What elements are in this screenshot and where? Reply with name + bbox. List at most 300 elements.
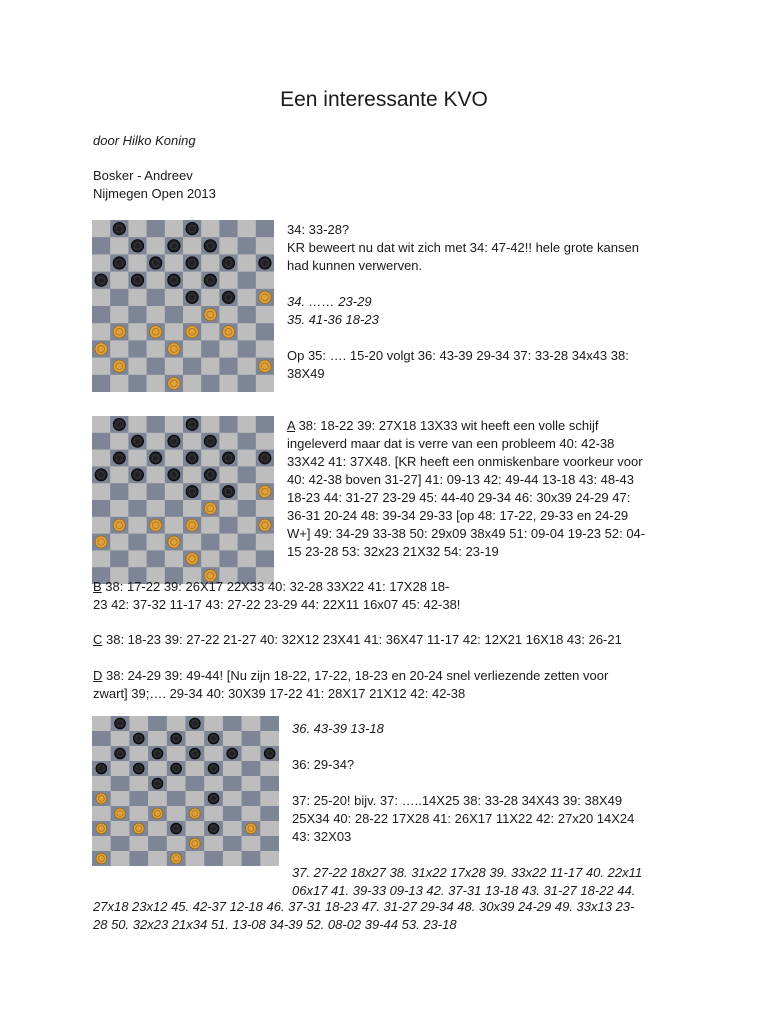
board-square — [111, 761, 130, 776]
board-square — [128, 483, 147, 500]
black-piece — [171, 733, 182, 744]
board-square — [167, 836, 186, 851]
black-piece — [222, 486, 234, 498]
board-square — [110, 340, 129, 358]
analysis-line: 35. 41-36 18-23 — [287, 312, 379, 327]
board-square — [92, 433, 111, 450]
black-piece — [113, 222, 125, 234]
board-square — [147, 500, 166, 517]
board-square — [92, 483, 111, 500]
white-piece — [95, 536, 107, 548]
analysis-line: 40: 42-38 boven 31-27] 41: 09-13 42: 49-44 13-18 43: 48-43 — [287, 472, 634, 487]
board-square — [238, 517, 257, 534]
board-square — [242, 836, 261, 851]
black-piece — [171, 823, 182, 834]
board-square — [128, 500, 147, 517]
board-square — [92, 375, 111, 392]
board-square — [110, 433, 129, 450]
board-square — [256, 375, 274, 392]
white-piece — [168, 377, 180, 389]
question-line: 36: 29-34? — [292, 757, 355, 772]
black-piece — [131, 274, 143, 286]
analysis-line: 43: 32X03 — [292, 829, 352, 844]
board-square — [260, 791, 279, 806]
board-square — [183, 466, 202, 483]
board-square — [201, 340, 220, 358]
board-square — [147, 220, 166, 238]
analysis-line — [287, 329, 639, 347]
board-square — [110, 237, 129, 255]
white-piece — [133, 823, 144, 834]
move-36-line: 36. 43-39 13-18 — [292, 721, 384, 736]
variation-b — [93, 578, 460, 614]
board-square — [147, 340, 166, 358]
board-square — [110, 306, 129, 324]
board-square — [128, 375, 147, 392]
board-square — [204, 806, 223, 821]
board-square — [92, 806, 111, 821]
board-square — [238, 358, 257, 376]
board-square — [92, 731, 111, 746]
board-square — [147, 375, 166, 392]
board-square — [256, 550, 274, 567]
analysis-line: 06x17 41. 39-33 09-13 42. 37-31 13-18 43. 31-27 18-22 44. — [292, 883, 636, 898]
board-square — [92, 500, 111, 517]
black-piece — [208, 823, 219, 834]
board-square — [165, 483, 184, 500]
board-square — [147, 483, 166, 500]
analysis-line — [287, 275, 639, 293]
black-piece — [133, 733, 144, 744]
board-square — [128, 289, 147, 307]
board-square — [147, 358, 166, 376]
board-square — [223, 791, 242, 806]
variation-d-text: 38: 24-29 39: 49-44! [Nu zijn 18-22, 17-22, 18-23 en 20-24 snel verliezende zetten voor — [102, 668, 609, 683]
board-square — [111, 851, 130, 866]
white-piece — [186, 326, 198, 338]
white-piece — [204, 308, 216, 320]
black-piece — [168, 274, 180, 286]
board-square — [148, 791, 167, 806]
white-piece — [96, 793, 107, 804]
board-square — [223, 851, 242, 866]
analysis-block-2 — [287, 417, 645, 561]
black-piece — [222, 257, 234, 269]
board-square — [165, 416, 184, 433]
black-piece — [204, 469, 216, 481]
board-square — [256, 323, 274, 341]
board-square — [223, 716, 242, 731]
board-square — [204, 836, 223, 851]
variation-c — [93, 631, 622, 649]
black-piece — [113, 257, 125, 269]
board-square — [256, 340, 274, 358]
board-square — [201, 254, 220, 272]
board-square — [260, 851, 279, 866]
board-square — [219, 306, 238, 324]
board-square — [186, 761, 205, 776]
board-square — [186, 731, 205, 746]
board-square — [219, 416, 238, 433]
board-square — [223, 761, 242, 776]
board-square — [183, 237, 202, 255]
analysis-line: 25X34 40: 28-22 17X28 41: 26X17 11X22 42: 27x20 14X24 — [292, 811, 635, 826]
black-piece — [150, 452, 162, 464]
board-square — [129, 716, 148, 731]
board-square — [110, 289, 129, 307]
black-piece — [95, 274, 107, 286]
white-piece — [259, 486, 271, 498]
board-square — [256, 433, 274, 450]
analysis-block-4-wide — [93, 898, 634, 934]
analysis-line: KR beweert nu dat wit zich met 34: 47-42!! hele grote kansen — [287, 240, 639, 255]
board-square — [147, 433, 166, 450]
board-square — [242, 761, 261, 776]
analysis-line: 27x18 23x12 45. 42-37 12-18 46. 37-31 18-23 47. 31-27 29-34 48. 30x39 24-29 49. 33x13 23- — [93, 899, 635, 914]
board-square — [238, 483, 257, 500]
black-piece — [222, 452, 234, 464]
board-square — [201, 416, 220, 433]
board-square — [128, 534, 147, 551]
black-piece — [264, 748, 275, 759]
board-square — [186, 776, 205, 791]
white-piece — [113, 360, 125, 372]
board-square — [147, 416, 166, 433]
board-square — [238, 323, 257, 341]
board-square — [165, 358, 184, 376]
black-piece — [208, 793, 219, 804]
board-square — [165, 254, 184, 272]
players-line: Bosker - Andreev — [93, 168, 193, 183]
board-square — [219, 517, 238, 534]
black-piece — [204, 274, 216, 286]
board-square — [242, 746, 261, 761]
black-piece — [208, 733, 219, 744]
board-square — [167, 791, 186, 806]
black-piece — [189, 718, 200, 729]
black-piece — [186, 452, 198, 464]
board-square — [128, 416, 147, 433]
board-square — [128, 358, 147, 376]
board-square — [92, 776, 111, 791]
board-square — [219, 466, 238, 483]
board-square — [129, 746, 148, 761]
board-square — [201, 323, 220, 341]
white-piece — [171, 853, 182, 864]
board-square — [183, 306, 202, 324]
board-square — [165, 220, 184, 238]
black-piece — [186, 257, 198, 269]
board-square — [201, 517, 220, 534]
event-line: Nijmegen Open 2013 — [93, 186, 216, 201]
board-square — [219, 358, 238, 376]
black-piece — [168, 435, 180, 447]
analysis-line: 33X42 41: 37X48. [KR heeft een onmiskenbare voorkeur voor — [287, 454, 643, 469]
board-square — [129, 791, 148, 806]
draughts-diagram-3 — [92, 716, 279, 866]
white-piece — [113, 326, 125, 338]
white-piece — [152, 808, 163, 819]
board-square — [129, 806, 148, 821]
black-piece — [204, 435, 216, 447]
board-square — [186, 821, 205, 836]
board-square — [219, 272, 238, 290]
board-square — [204, 776, 223, 791]
board-square — [238, 272, 257, 290]
board-square — [238, 534, 257, 551]
white-piece — [186, 519, 198, 531]
draughts-diagram-2 — [92, 416, 274, 584]
black-piece — [186, 222, 198, 234]
board-square — [111, 776, 130, 791]
board-square — [238, 340, 257, 358]
analysis-line: Op 35: …. 15-20 volgt 36: 43-39 29-34 37: 33-28 34x43 38: — [287, 348, 629, 363]
white-piece — [259, 519, 271, 531]
white-piece — [168, 536, 180, 548]
board-square — [204, 746, 223, 761]
author-line: door Hilko Koning — [93, 133, 196, 148]
board-square — [110, 483, 129, 500]
board-square — [92, 450, 111, 467]
board-square — [92, 416, 111, 433]
black-piece — [95, 469, 107, 481]
black-piece — [131, 469, 143, 481]
board-square — [129, 836, 148, 851]
board-square — [92, 306, 111, 324]
board-square — [201, 289, 220, 307]
board-square — [110, 550, 129, 567]
board-square — [128, 550, 147, 567]
black-piece — [115, 748, 126, 759]
board-square — [148, 716, 167, 731]
board-square — [92, 716, 111, 731]
white-piece — [259, 291, 271, 303]
analysis-block-1 — [287, 221, 639, 383]
board-square — [111, 836, 130, 851]
black-piece — [113, 452, 125, 464]
board-square — [92, 289, 111, 307]
black-piece — [259, 257, 271, 269]
white-piece — [259, 360, 271, 372]
board-square — [110, 500, 129, 517]
board-square — [147, 289, 166, 307]
board-square — [223, 731, 242, 746]
board-square — [242, 791, 261, 806]
variation-c-text: 38: 18-23 39: 27-22 21-27 40: 32X12 23X41 41: 36X47 11-17 42: 12X21 16X18 43: 26-21 — [102, 632, 622, 647]
black-piece — [168, 469, 180, 481]
board-square — [92, 237, 111, 255]
board-square — [167, 776, 186, 791]
board-square — [148, 836, 167, 851]
board-square — [260, 821, 279, 836]
board-square — [260, 806, 279, 821]
board-square — [128, 254, 147, 272]
black-piece — [186, 291, 198, 303]
board-square — [129, 851, 148, 866]
board-square — [148, 731, 167, 746]
board-square — [223, 836, 242, 851]
black-piece — [204, 240, 216, 252]
board-square — [219, 534, 238, 551]
black-piece — [227, 748, 238, 759]
board-square — [201, 483, 220, 500]
white-piece — [95, 343, 107, 355]
white-piece — [150, 519, 162, 531]
board-square — [147, 306, 166, 324]
board-square — [92, 254, 111, 272]
white-piece — [204, 502, 216, 514]
white-piece — [96, 823, 107, 834]
board-square — [128, 220, 147, 238]
variation-d — [93, 667, 608, 703]
board-square — [183, 375, 202, 392]
variation-b-text: 38: 17-22 39: 26X17 22X33 40: 32-28 33X22 41: 17X28 18- — [101, 579, 450, 594]
board-square — [167, 716, 186, 731]
board-square — [256, 466, 274, 483]
board-square — [110, 272, 129, 290]
board-square — [260, 716, 279, 731]
variation-a-text: 38: 18-22 39: 27X18 13X33 wit heeft een volle schijf — [294, 418, 599, 433]
board-square — [242, 806, 261, 821]
black-piece — [150, 257, 162, 269]
black-piece — [131, 435, 143, 447]
board-square — [256, 534, 274, 551]
board-square — [165, 306, 184, 324]
board-square — [92, 517, 111, 534]
white-piece — [168, 343, 180, 355]
board-square — [219, 375, 238, 392]
analysis-block-4 — [292, 720, 642, 900]
analysis-line: zwart] 39;…. 29-34 40: 30X39 17-22 41: 28X17 21X12 42: 42-38 — [93, 686, 466, 701]
board-square — [165, 323, 184, 341]
board-square — [238, 433, 257, 450]
board-square — [201, 358, 220, 376]
variation-a-label: A — [287, 418, 295, 433]
board-square — [260, 731, 279, 746]
analysis-line: ingeleverd maar dat is verre van een probleem 40: 42-38 — [287, 436, 615, 451]
board-square — [110, 534, 129, 551]
analysis-line: 18-23 44: 31-27 23-29 45: 44-40 29-34 46: 30x39 24-29 47: — [287, 490, 631, 505]
board-square — [256, 416, 274, 433]
board-square — [147, 534, 166, 551]
board-square — [201, 550, 220, 567]
board-square — [238, 466, 257, 483]
black-piece — [259, 452, 271, 464]
analysis-line: 36-31 20-24 48: 39-34 29-33 [op 48: 17-22, 29-33 en 24-29 — [287, 508, 629, 523]
board-square — [111, 731, 130, 746]
board-square — [147, 237, 166, 255]
variation-b-label: B — [93, 579, 102, 594]
board-square — [256, 220, 274, 238]
black-piece — [186, 418, 198, 430]
black-piece — [152, 778, 163, 789]
board-square — [238, 375, 257, 392]
board-square — [219, 433, 238, 450]
board-square — [204, 851, 223, 866]
board-square — [204, 716, 223, 731]
board-square — [167, 806, 186, 821]
board-square — [256, 237, 274, 255]
board-square — [165, 550, 184, 567]
board-square — [165, 450, 184, 467]
black-piece — [133, 763, 144, 774]
white-piece — [113, 519, 125, 531]
board-square — [223, 821, 242, 836]
board-square — [92, 220, 111, 238]
board-square — [242, 851, 261, 866]
board-square — [92, 358, 111, 376]
board-square — [147, 272, 166, 290]
black-piece — [222, 291, 234, 303]
board-square — [148, 821, 167, 836]
black-piece — [115, 718, 126, 729]
board-square — [110, 466, 129, 483]
board-square — [147, 466, 166, 483]
white-piece — [115, 808, 126, 819]
board-square — [92, 746, 111, 761]
board-square — [256, 272, 274, 290]
board-square — [219, 220, 238, 238]
analysis-line: 34. …… 23-29 — [287, 294, 372, 309]
board-square — [238, 306, 257, 324]
board-square — [238, 254, 257, 272]
black-piece — [168, 240, 180, 252]
board-square — [147, 550, 166, 567]
board-square — [128, 450, 147, 467]
board-square — [129, 776, 148, 791]
white-piece — [189, 838, 200, 849]
board-square — [238, 416, 257, 433]
board-square — [183, 500, 202, 517]
board-square — [238, 220, 257, 238]
board-square — [128, 323, 147, 341]
board-square — [183, 340, 202, 358]
board-square — [201, 450, 220, 467]
board-square — [238, 237, 257, 255]
white-piece — [222, 326, 234, 338]
board-square — [260, 776, 279, 791]
white-piece — [150, 326, 162, 338]
black-piece — [208, 763, 219, 774]
board-square — [165, 289, 184, 307]
board-square — [242, 716, 261, 731]
white-piece — [189, 808, 200, 819]
board-square — [219, 237, 238, 255]
board-square — [92, 323, 111, 341]
board-square — [238, 500, 257, 517]
board-square — [183, 433, 202, 450]
board-square — [260, 761, 279, 776]
draughts-diagram-1 — [92, 220, 274, 392]
board-square — [256, 306, 274, 324]
board-square — [183, 358, 202, 376]
board-square — [167, 746, 186, 761]
board-square — [165, 500, 184, 517]
board-square — [242, 776, 261, 791]
black-piece — [131, 240, 143, 252]
board-square — [260, 836, 279, 851]
white-piece — [246, 823, 257, 834]
analysis-line: had kunnen verwerven. — [287, 258, 423, 273]
board-square — [242, 731, 261, 746]
board-square — [111, 821, 130, 836]
analysis-line: 23 42: 37-32 11-17 43: 27-22 23-29 44: 22X11 16x07 45: 42-38! — [93, 597, 461, 612]
board-square — [238, 450, 257, 467]
board-square — [183, 272, 202, 290]
black-piece — [96, 763, 107, 774]
board-square — [128, 517, 147, 534]
board-square — [223, 806, 242, 821]
